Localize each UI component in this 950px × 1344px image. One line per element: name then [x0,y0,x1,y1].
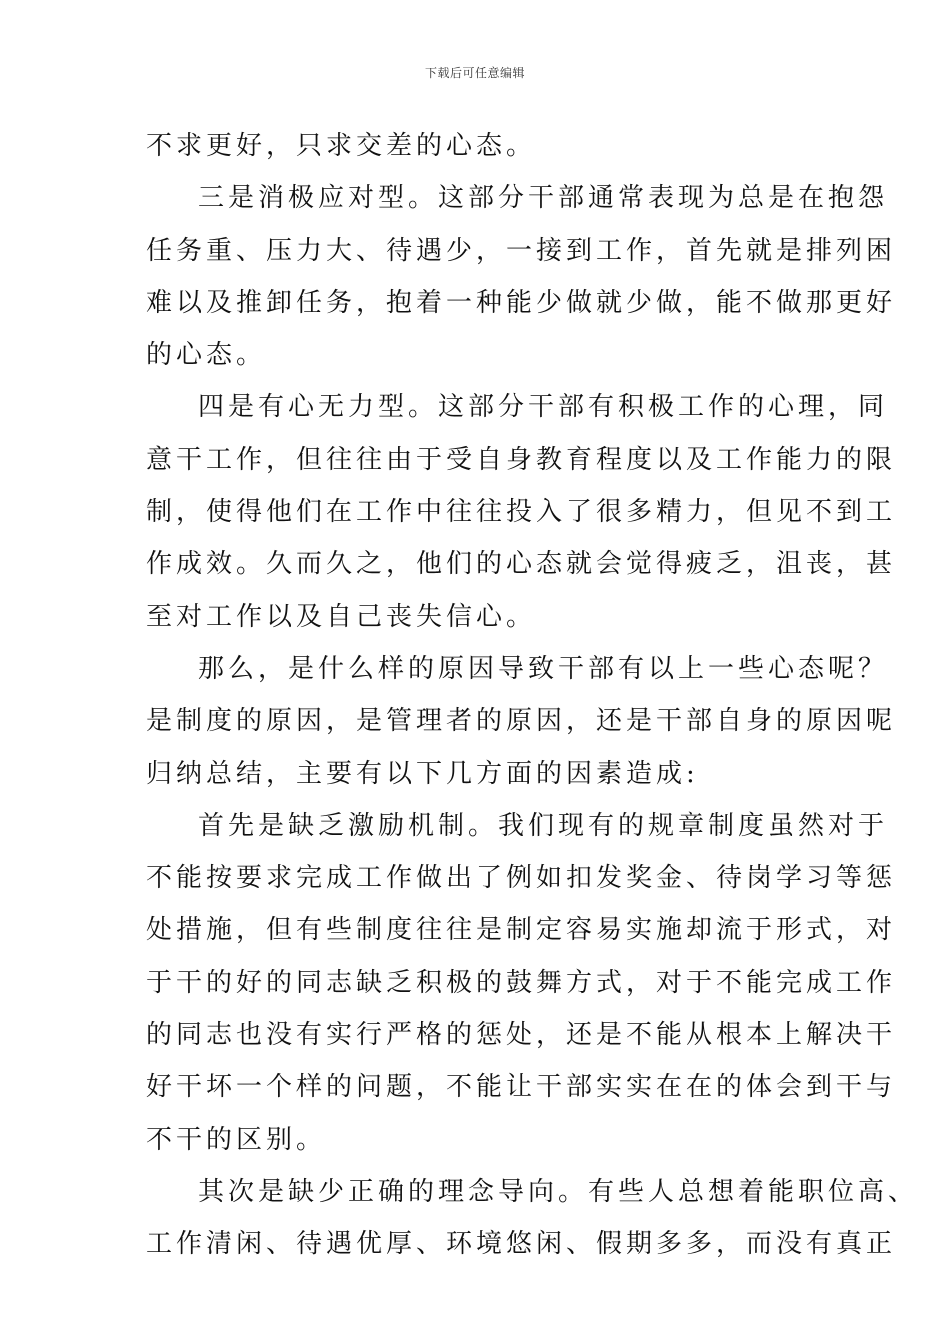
text-line: 其次是缺少正确的理念导向。有些人总想着能职位高、 [198,1176,919,1207]
page-header: 下载后可任意编辑 [424,66,525,80]
text-line: 的心态。 [146,340,267,371]
text-line: 意干工作，但往往由于受自身教育程度以及工作能力的限 [146,444,897,475]
text-line: 至对工作以及自己丧失信心。 [146,601,537,632]
text-line: 的同志也没有实行严格的惩处，还是不能从根本上解决干 [146,1020,897,1051]
document-body [146,120,919,1271]
text-line: 于干的好的同志缺乏积极的鼓舞方式，对于不能完成工作 [146,967,897,998]
text-line: 作成效。久而久之，他们的心态就会觉得疲乏，沮丧，甚 [146,549,897,580]
text-line: 那么，是什么样的原因导致干部有以上一些心态呢？ [198,653,889,684]
text-line: 任务重、压力大、待遇少，一接到工作，首先就是排列困 [146,235,897,266]
text-line: 归纳总结，主要有以下几方面的因素造成: [146,758,699,789]
text-line: 四是有心无力型。这部分干部有积极工作的心理，同 [198,392,889,423]
text-line: 不能按要求完成工作做出了例如扣发奖金、待岗学习等惩 [146,863,897,894]
text-line: 制，使得他们在工作中往往投入了很多精力，但见不到工 [146,497,897,528]
text-line: 不求更好，只求交差的心态。 [146,131,537,161]
text-line: 三是消极应对型。这部分干部通常表现为总是在抱怨 [198,183,889,214]
text-line: 难以及推卸任务，抱着一种能少做就少做，能不做那更好 [146,287,897,318]
text-line: 好干坏一个样的问题，不能让干部实实在在的体会到干与 [146,1072,897,1103]
text-line: 是制度的原因，是管理者的原因，还是干部自身的原因呢 [146,706,897,737]
text-line: 不干的区别。 [146,1124,327,1155]
text-line: 处措施，但有些制度往往是制定容易实施却流于形式，对 [146,915,897,946]
text-line: 工作清闲、待遇优厚、环境悠闲、假期多多，而没有真正 [146,1229,897,1260]
text-line: 首先是缺乏激励机制。我们现有的规章制度虽然对于 [198,810,889,841]
